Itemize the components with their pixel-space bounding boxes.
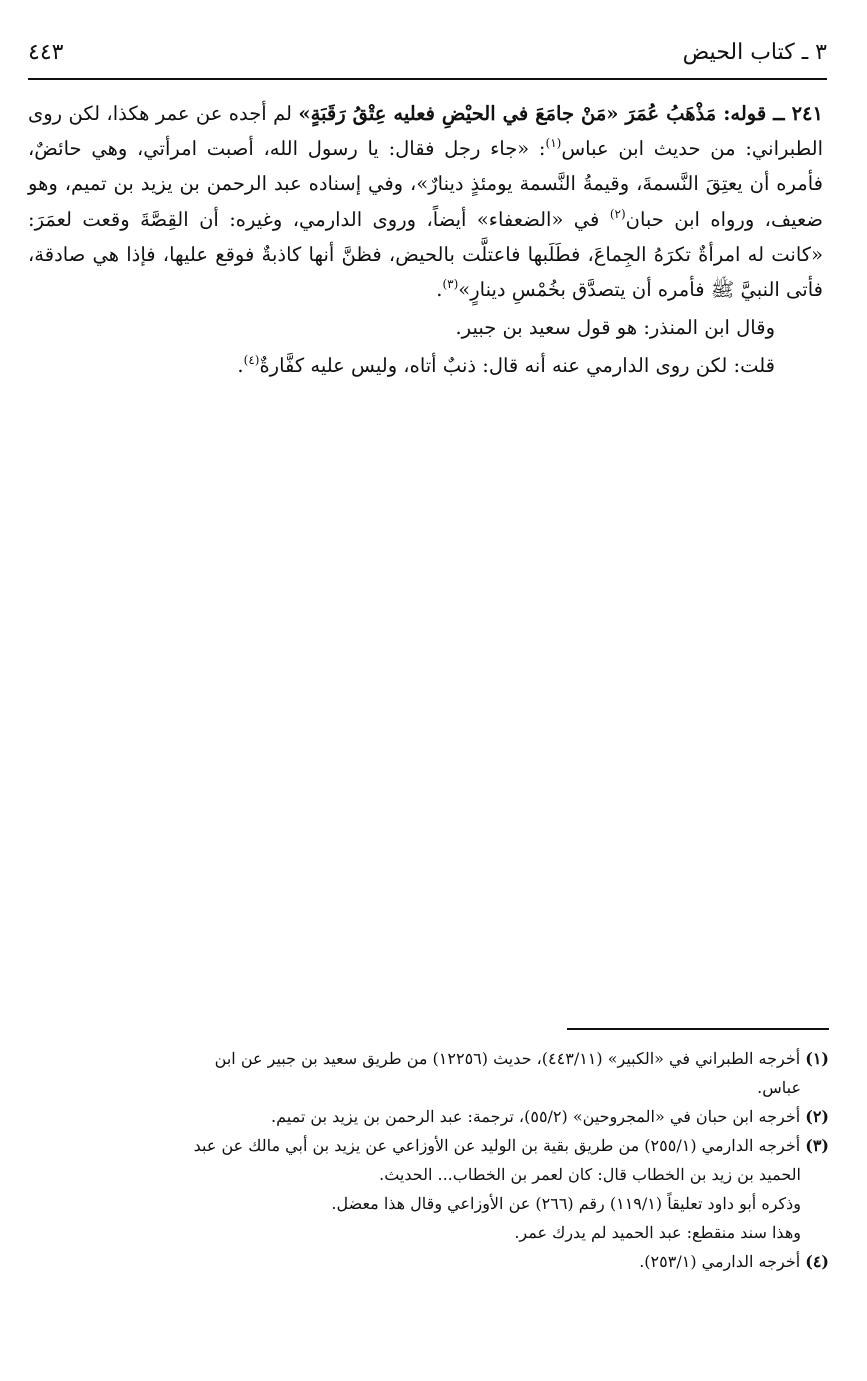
footnote-number: (١) (805, 1049, 829, 1068)
entry-heading: ٢٤١ ــ قوله: مَذْهَبُ عُمَرَ «مَنْ جامَعَ في الحيْضِ فعليه عِتْقُ رَقَبَةٍ» (298, 102, 823, 125)
footnote-text: أخرجه الدارمي (٢٥٥/١) من طريق بقية بن الوليد عن الأوزاعي عن يزيد بن أبي مالك عن عبد (193, 1136, 801, 1155)
footnote-text: أخرجه الطبراني في «الكبير» (٤٤٣/١١)، حديث (١٢٢٥٦) من طريق سعيد بن جبير عن ابن (214, 1049, 801, 1068)
paragraph-text: . (237, 354, 244, 378)
footnote-3 (28, 1131, 829, 1189)
paragraph-text: : «جاء رجل فقال: يا رسول الله، أصبت امرأتي، وهي حائضٌ، فأمره أن يعتِقَ النَّسمةَ، وقيمةُ النَّسمة يومئذٍ دينارٌ»، وفي إسناده عبد الرحمن بن يزيد بن تميم، وهو ضعيف، ورواه ابن حبان (28, 137, 823, 231)
footnote-1 (28, 1044, 829, 1102)
footnote-3-note-b: وهذا سند منقطع: عبد الحميد لم يدرك عمر. (514, 1223, 801, 1242)
page-number: ٤٤٣ (28, 40, 64, 65)
footnote-number: (٤) (805, 1252, 829, 1271)
footnote-text: أخرجه ابن حبان في «المجروحين» (٥٥/٢)، ترجمة: عبد الرحمن بن يزيد بن تميم. (271, 1107, 801, 1126)
footnote-ref-4[interactable]: (٤) (243, 353, 260, 368)
footnote-number: (٣) (805, 1136, 829, 1155)
footnotes (28, 1044, 829, 1276)
footnote-text-cont: الحميد بن زيد بن الخطاب قال: كان لعمر بن الخطاب... الحديث. (379, 1165, 801, 1184)
footnote-ref-3[interactable]: (٣) (442, 277, 459, 292)
paragraph-ibn-mundhir: وقال ابن المنذر: هو قول سعيد بن جبير. (455, 316, 775, 340)
paragraph-text: في «الضعفاء» أيضاً، وروى الدارمي، وغيره: أن القِصَّةَ وقعت لعمَرَ: «كانت له امرأةٌ تكرَهُ الجِماعَ، فطَلَبها فاعتلَّت بالحيض، فظنَّ أنها كاذبةٌ فوقع عليها، فإذا هي صادقة، فأتى النبيَّ ﷺ فأمره أن يتصدَّق بخُمْسِ دينارٍ» (28, 207, 823, 302)
paragraph-text: قلت: لكن روى الدارمي عنه أنه قال: ذنبٌ أتاه، وليس عليه كفَّارةٌ (259, 354, 775, 378)
footnote-4 (28, 1247, 829, 1276)
footnote-2 (28, 1102, 829, 1131)
main-text (28, 96, 823, 384)
footnote-ref-2[interactable]: (٢) (609, 206, 626, 221)
paragraph-text: لم أجده عن عمر هكذا، لكن روى الطبراني: من حديث ابن عباس (28, 102, 823, 161)
running-title: ٣ ـ كتاب الحيض (682, 40, 827, 65)
page-header (28, 38, 827, 80)
paragraph-text: . (436, 278, 443, 302)
footnote-divider (567, 1028, 829, 1030)
paragraph-241 (28, 96, 823, 307)
footnote-text: أخرجه الدارمي (٢٥٣/١). (639, 1252, 801, 1271)
footnote-number: (٢) (805, 1107, 829, 1126)
paragraph-qultu (28, 348, 823, 383)
footnote-3-note-a: وذكره أبو داود تعليقاً (١١٩/١) رقم (٢٦٦) عن الأوزاعي وقال هذا معضل. (331, 1194, 801, 1213)
footnote-ref-1[interactable]: (١) (545, 136, 562, 151)
footnote-text-cont: عباس. (757, 1078, 801, 1097)
